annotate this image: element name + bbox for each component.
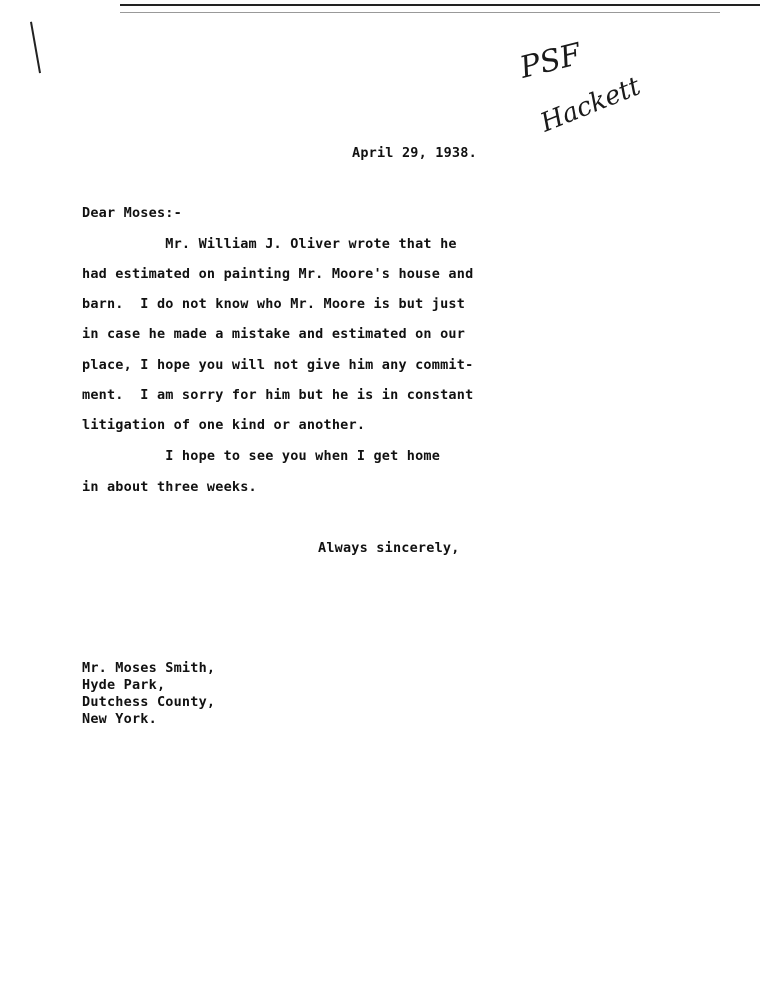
letter-closing: Always sincerely, [318,540,460,556]
top-edge-rule-faint [120,12,720,13]
address-line: Dutchess County, [82,694,216,710]
address-line: Hyde Park, [82,677,166,693]
body-line: ment. I am sorry for him but he is in constant [82,387,474,403]
address-line: Mr. Moses Smith, [82,660,216,676]
top-edge-rule [120,4,760,6]
handwritten-psf: PSF [516,36,585,86]
body-line: barn. I do not know who Mr. Moore is but just [82,296,466,312]
address-line: New York. [82,711,157,727]
body-line: I hope to see you when I get home [82,448,441,464]
body-line: had estimated on painting Mr. Moore's house and [82,266,474,282]
margin-tick-mark [30,22,41,74]
body-line: Mr. William J. Oliver wrote that he [82,236,457,252]
letter-salutation: Dear Moses:- [82,205,182,221]
handwritten-hackett: Hackett [536,71,645,139]
body-line: litigation of one kind or another. [82,417,366,433]
body-line: in about three weeks. [82,479,257,495]
body-line: in case he made a mistake and estimated on our [82,326,466,342]
letter-date: April 29, 1938. [352,145,477,161]
body-line: place, I hope you will not give him any commit- [82,357,474,373]
handwritten-annotation [515,30,665,140]
